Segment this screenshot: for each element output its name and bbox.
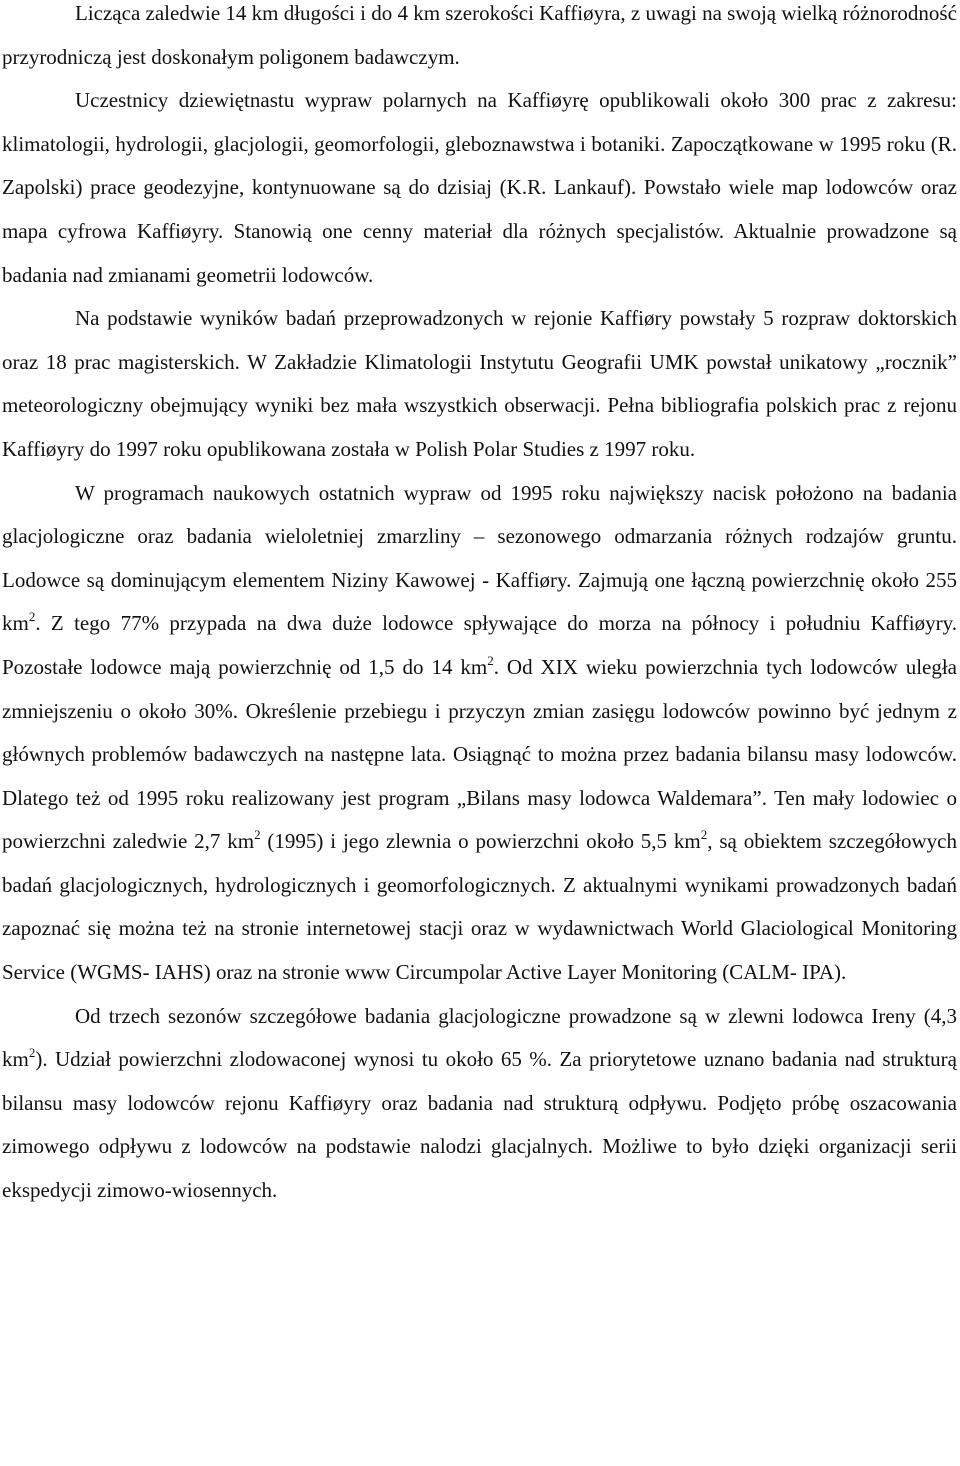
superscript: 2	[28, 1045, 36, 1061]
text-segment: ). Udział powierzchni zlodowaconej wynosi tu około 65 %. Za priorytetowe uznano badania nad strukturą bilansu masy lodowców rejonu Kaffiøyry oraz badania nad strukturą odpływu. Podjęto próbę oszacowania zimowego odpływu z lodowców na podstawie nalodzi glacjalnych. Możliwe to było dzięki organizacji serii ekspedycji zimowo-wiosennych.	[2, 1047, 957, 1203]
text-segment: , są obiektem szczegółowych badań glacjologicznych, hydrologicznych i geomorfologicznych. Z aktualnymi wynikami prowadzonych badań zapoznać się można też na stronie internetowej stacji oraz w wydawnictwach World Glaciological Monitoring Service (WGMS- IAHS) oraz na stronie www Circumpolar Active Layer Monitoring (CALM- IPA).	[2, 829, 957, 985]
text-segment: Od trzech sezonów szczegółowe badania glacjologiczne prowadzone są w zlewni lodowca Ireny (4,3 km	[2, 1003, 957, 1072]
paragraph-irena-glacier	[2, 995, 957, 1213]
superscript: 2	[700, 827, 708, 843]
superscript: 2	[487, 652, 494, 668]
text-segment: . Z tego 77% przypada na dwa duże lodowce spływające do morza na północy i południu Kaffiøyry. Pozostałe lodowce mają powierzchnię od 1,5 do 14 km	[2, 611, 957, 679]
paragraph-research-programs	[2, 472, 957, 995]
paragraph-intro: Licząca zaledwie 14 km długości i do 4 km szerokości Kaffiøyra, z uwagi na swoją wielką różnorodność przyrodniczą jest doskonałym poligonem badawczym.	[2, 1, 957, 69]
text-segment: . Od XIX wieku powierzchnia tych lodowców uległa zmniejszeniu o około 30%. Określenie przebiegu i przyczyn zmian zasięgu lodowców powinno być jednym z głównych problemów badawczych na następne lata. Osiągnąć to można przez badania bilansu masy lodowców. Dlatego też od 1995 roku realizowany jest program „Bilans masy lodowca Waldemara”. Ten mały lodowiec o powierzchni zaledwie 2,7 km	[2, 654, 958, 854]
superscript: 2	[254, 827, 261, 843]
superscript: 2	[28, 609, 36, 625]
paragraph-dissertations: Na podstawie wyników badań przeprowadzonych w rejonie Kaffiøry powstały 5 rozpraw doktorskich oraz 18 prac magisterskich. W Zakładzie Klimatologii Instytutu Geografii UMK powstał unikatowy „rocznik” meteorologiczny obejmujący wyniki bez mała wszystkich obserwacji. Pełna bibliografia polskich prac z rejonu Kaffiøyry do 1997 roku opublikowana została w Polish Polar Studies z 1997 roku.	[2, 306, 957, 461]
text-segment: (1995) i jego zlewnia o powierzchni około 5,5 km	[260, 829, 701, 854]
paragraph-publications: Uczestnicy dziewiętnastu wypraw polarnych na Kaffiøyrę opublikowali około 300 prac z zakresu: klimatologii, hydrologii, glacjologii, geomorfologii, gleboznawstwa i botaniki. Zapoczątkowane w 1995 roku (R. Zapolski) prace geodezyjne, kontynuowane są do dzisiaj (K.R. Lankauf). Powstało wiele map lodowców oraz mapa cyfrowa Kaffiøyry. Stanowią one cenny materiał dla różnych specjalistów. Aktualnie prowadzone są badania nad zmianami geometrii lodowców.	[2, 88, 957, 287]
text-segment: W programach naukowych ostatnich wypraw od 1995 roku największy nacisk położono na badania glacjologiczne oraz badania wieloletniej zmarzliny – sezonowego odmarzania różnych rodzajów gruntu. Lodowce są dominującym elementem Niziny Kawowej - Kaffiøry. Zajmują one łączną powierzchnię około 255 km	[2, 480, 957, 636]
